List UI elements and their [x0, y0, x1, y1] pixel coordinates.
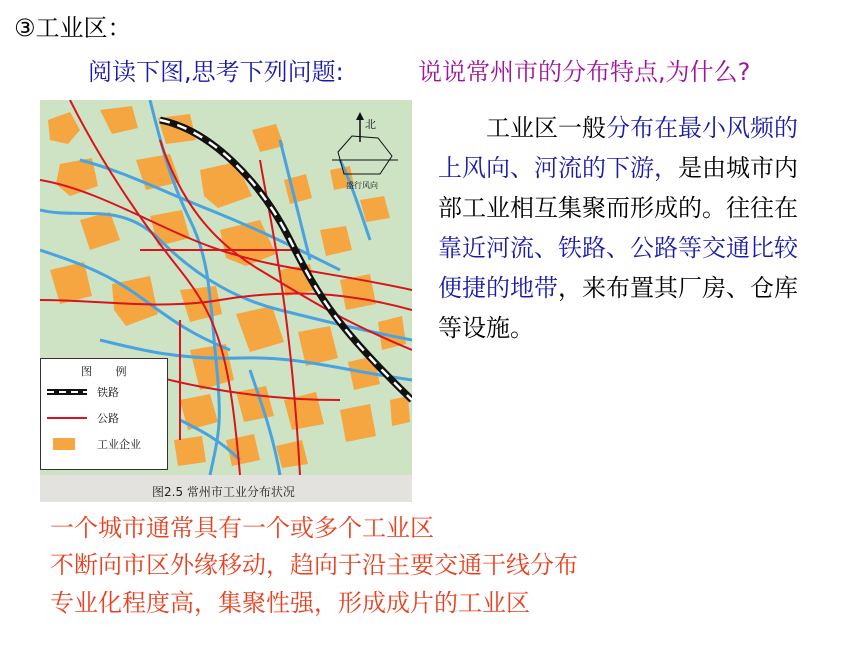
- map-legend: [40, 358, 168, 470]
- north-label: 北: [365, 118, 376, 131]
- para-part-3: 是由城市内部工业相互集聚而形成的。往往在: [438, 154, 798, 222]
- changzhou-industry-map: [40, 100, 412, 502]
- para-part-1: 工业区一般: [486, 114, 606, 142]
- explanation-paragraph: [438, 108, 798, 348]
- reading-prompt: 阅读下图,思考下列问题:: [88, 58, 344, 86]
- para-part-2: 分布在最小风频的上风向、河流的下游，: [438, 114, 798, 182]
- bullet-line-1: 一个城市通常具有一个或多个工业区: [50, 514, 434, 542]
- bullet-line-3: 专业化程度高，集聚性强，形成成片的工业区: [50, 589, 530, 617]
- wind-label: 盛行风向: [346, 181, 378, 190]
- legend-railway-row: [47, 383, 119, 401]
- para-part-4: 靠近河流、铁路、公路等交通比较便捷的地带: [438, 234, 798, 302]
- legend-industry-row: [47, 435, 141, 453]
- bullet-line-2: 不断向市区外缘移动，趋向于沿主要交通干线分布: [50, 551, 578, 579]
- figure-caption: 图2.5 常州市工业分布状况: [152, 485, 295, 499]
- industry-symbol-icon: [47, 437, 87, 451]
- section-heading: ③工业区：: [14, 14, 132, 42]
- road-symbol-icon: [47, 411, 87, 425]
- railway-symbol-icon: [47, 385, 87, 399]
- discussion-question: 说说常州市的分布特点,为什么?: [418, 58, 751, 86]
- legend-road-label: 公路: [97, 412, 119, 425]
- para-part-5: ，来布置其厂房、仓库等设施。: [438, 274, 798, 342]
- legend-railway-label: 铁路: [97, 386, 119, 399]
- legend-industry-label: 工业企业: [97, 438, 141, 451]
- legend-title: 图 例: [81, 365, 137, 378]
- legend-road-row: [47, 409, 119, 427]
